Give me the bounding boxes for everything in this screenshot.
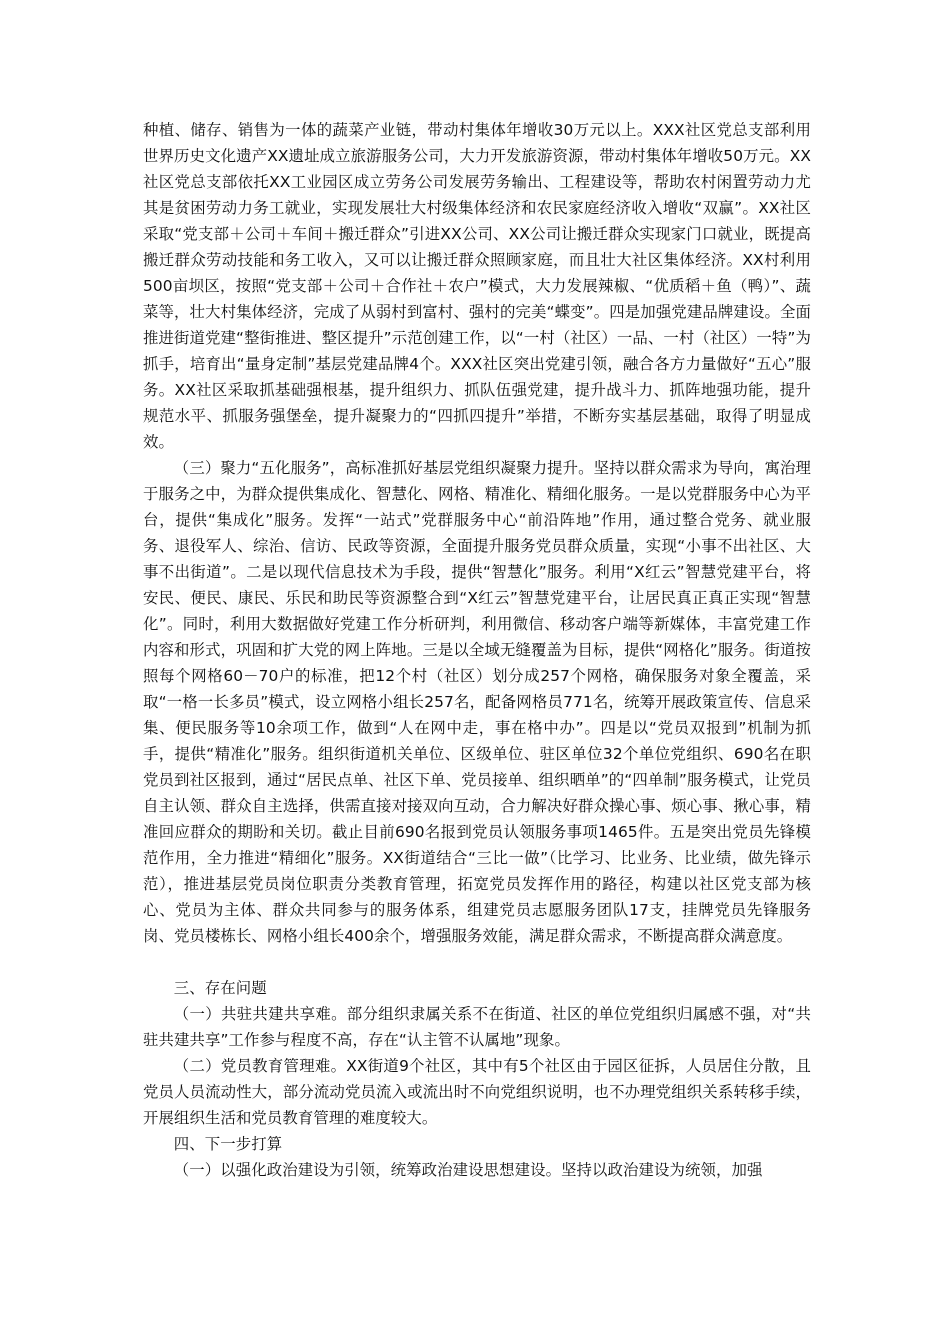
paragraph-co-construction-difficulty: （一）共驻共建共享难。部分组织隶属关系不在街道、社区的单位党组织归属感不强，对“共驻共建共享”工作参与程度不高，存在“认主管不认属地”现象。 bbox=[143, 1005, 811, 1049]
paragraph-industry-chain: 种植、储存、销售为一体的蔬菜产业链，带动村集体年增收30万元以上。XXX社区党总支部利用世界历史文化遗产XX遗址成立旅游服务公司，大力开发旅游资源，带动村集体年增收50万元。XX社区党总支部依托XX工业园区成立劳务公司发展劳务输出、工程建设等，帮助农村闲置劳动力尤其是贫困劳动力务工就业，实现发展壮大村级集体经济和农民家庭经济收入增收“双赢”。XX社区采取“党支部＋公司＋车间＋搬迁群众”引进XX公司、XX公司让搬迁群众实现家门口就业，既提高搬迁群众劳动技能和务工收入，又可以让搬迁群众照顾家庭，而且壮大社区集体经济。XX村利用500亩坝区，按照“党支部＋公司＋合作社＋农户”模式，大力发展辣椒、“优质稻＋鱼（鸭）”、蔬菜等，壮大村集体经济，完成了从弱村到富村、强村的完美“蝶变”。四是加强党建品牌建设。全面推进街道党建“整街推进、整区提升”示范创建工作，以“一村（社区）一品、一村（社区）一特”为抓手，培育出“量身定制”基层党建品牌4个。XXX社区突出党建引领，融合各方力量做好“五心”服务。XX社区采取抓基础强根基，提升组织力、抓队伍强党建，提升战斗力、抓阵地强功能，提升规范水平、抓服务强堡垒，提升凝聚力的“四抓四提升”举措，不断夯实基层基础，取得了明显成效。 bbox=[143, 121, 811, 451]
paragraph-political-construction: （一）以强化政治建设为引领，统筹政治建设思想建设。坚持以政治建设为统领，加强 bbox=[173, 1161, 763, 1179]
paragraph-five-services: （三）聚力“五化服务”，高标准抓好基层党组织凝聚力提升。坚持以群众需求为导向，寓治理于服务之中，为群众提供集成化、智慧化、网格、精准化、精细化服务。一是以党群服务中心为平台，提供“集成化”服务。发挥“一站式”党群服务中心“前沿阵地”作用，通过整合党务、就业服务、退役军人、综治、信访、民政等资源，全面提升服务党员群众质量，实现“小事不出社区、大事不出街道”。二是以现代信息技术为手段，提供“智慧化”服务。利用“X红云”智慧党建平台，将安民、便民、康民、乐民和助民等资源整合到“X红云”智慧党建平台，让居民真正真正实现“智慧化”。同时，利用大数据做好党建工作分析研判，利用微信、移动客户端等新媒体，丰富党建工作内容和形式，巩固和扩大党的网上阵地。三是以全域无缝覆盖为目标，提供“网格化”服务。街道按照每个网格60－70户的标准，把12个村（社区）划分成257个网格，确保服务对象全覆盖，采取“一格一长多员”模式，设立网格小组长257名，配备网格员771名，统筹开展政策宣传、信息采集、便民服务等10余项工作，做到“人在网中走，事在格中办”。四是以“党员双报到”机制为抓手，提供“精准化”服务。组织街道机关单位、区级单位、驻区单位32个单位党组织、690名在职党员到社区报到，通过“居民点单、社区下单、党员接单、组织晒单”的“四单制”服务模式，让党员自主认领、群众自主选择，供需直接对接双向互动，合力解决好群众操心事、烦心事、揪心事，精准回应群众的期盼和关切。截止目前690名报到党员认领服务事项1465件。五是突出党员先锋模范作用，全力推进“精细化”服务。XX街道结合“三比一做”（比学习、比业务、比业绩，做先锋示范），推进基层党员岗位职责分类教育管理，拓宽党员发挥作用的路径，构建以社区党支部为核心、党员为主体、群众共同参与的服务体系，组建党员志愿服务团队17支，挂牌党员先锋服务岗、党员楼栋长、网格小组长400余个，增强服务效能，满足群众需求，不断提高群众满意度。 bbox=[143, 459, 811, 945]
paragraph-party-education-difficulty: （二）党员教育管理难。XX街道9个社区，其中有5个社区由于园区征拆，人员居住分散，且党员人员流动性大，部分流动党员流入或流出时不向党组织说明，也不办理党组织关系转移手续，开展组织生活和党员教育管理的难度较大。 bbox=[143, 1057, 811, 1127]
section-heading-existing-problems: 三、存在问题 bbox=[173, 979, 267, 997]
paragraph-spacer bbox=[143, 949, 811, 975]
section-heading-next-steps: 四、下一步打算 bbox=[173, 1135, 283, 1153]
document-body bbox=[143, 117, 811, 1183]
